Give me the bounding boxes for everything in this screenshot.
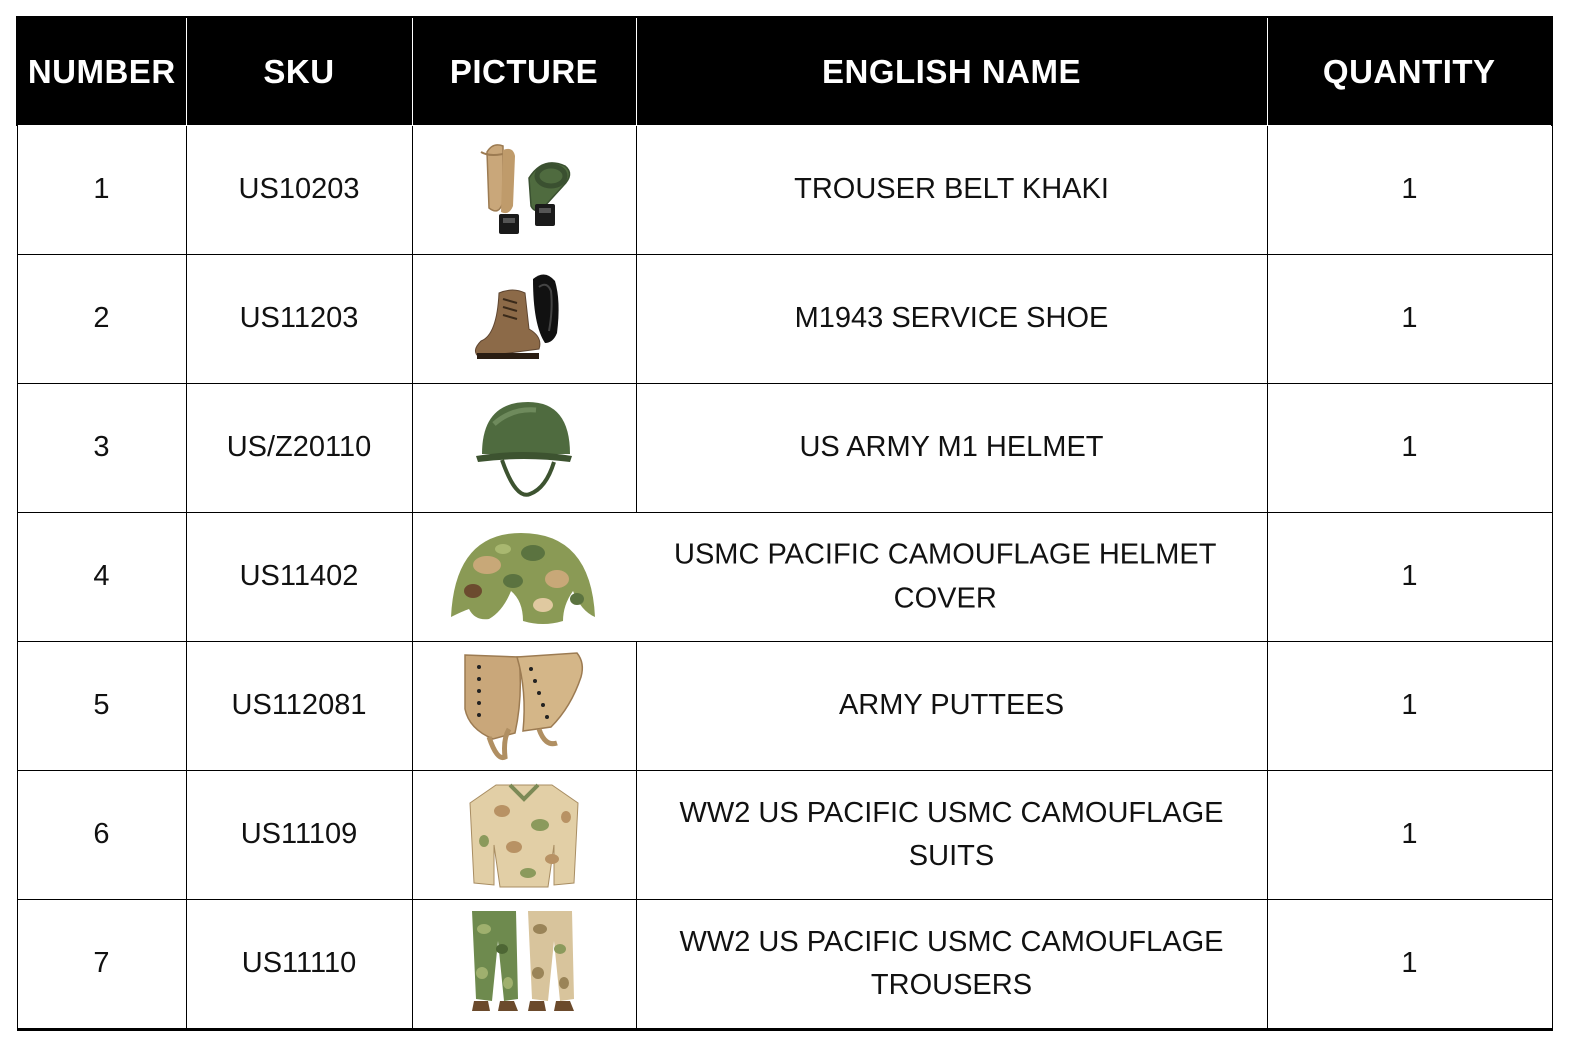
cell-picture[interactable] bbox=[412, 384, 636, 513]
camouflage-suit-image bbox=[466, 781, 582, 889]
cell-number[interactable]: 3 bbox=[17, 384, 186, 513]
table-row bbox=[17, 900, 1552, 1030]
cell-number[interactable]: 1 bbox=[17, 126, 186, 255]
cell-picture[interactable] bbox=[412, 771, 636, 900]
cell-number[interactable]: 2 bbox=[17, 255, 186, 384]
cell-picture[interactable] bbox=[412, 642, 636, 771]
cell-english-name[interactable]: WW2 US PACIFIC USMC CAMOUFLAGE TROUSERS bbox=[636, 900, 1267, 1030]
cell-quantity[interactable]: 1 bbox=[1267, 384, 1552, 513]
cell-english-name[interactable] bbox=[636, 513, 1267, 642]
army-puttees-image bbox=[459, 647, 589, 765]
header-sku[interactable]: SKU bbox=[186, 17, 412, 126]
cell-quantity[interactable]: 1 bbox=[1267, 771, 1552, 900]
header-quantity[interactable]: QUANTITY bbox=[1267, 17, 1552, 126]
cell-number[interactable]: 6 bbox=[17, 771, 186, 900]
table-row bbox=[17, 384, 1552, 513]
cell-sku[interactable]: US112081 bbox=[186, 642, 412, 771]
cell-english-name[interactable]: WW2 US PACIFIC USMC CAMOUFLAGE SUITS bbox=[636, 771, 1267, 900]
cell-english-name[interactable]: M1943 SERVICE SHOE bbox=[636, 255, 1267, 384]
table-row bbox=[17, 771, 1552, 900]
cell-sku[interactable]: US11203 bbox=[186, 255, 412, 384]
header-number[interactable]: NUMBER bbox=[17, 17, 186, 126]
cell-english-name[interactable]: TROUSER BELT KHAKI bbox=[636, 126, 1267, 255]
cell-picture[interactable] bbox=[412, 126, 636, 255]
table-row bbox=[17, 513, 1552, 642]
camouflage-trousers-image bbox=[468, 909, 580, 1019]
trouser-belt-image bbox=[469, 138, 579, 242]
cell-quantity[interactable]: 1 bbox=[1267, 255, 1552, 384]
m1-helmet-image bbox=[474, 394, 574, 502]
table-row bbox=[17, 255, 1552, 384]
header-picture[interactable]: PICTURE bbox=[412, 17, 636, 126]
cell-sku[interactable]: US11109 bbox=[186, 771, 412, 900]
cell-quantity[interactable]: 1 bbox=[1267, 513, 1552, 642]
service-shoe-image bbox=[469, 269, 579, 369]
table-row bbox=[17, 642, 1552, 771]
cell-english-name[interactable]: US ARMY M1 HELMET bbox=[636, 384, 1267, 513]
cell-quantity[interactable]: 1 bbox=[1267, 900, 1552, 1030]
camouflage-helmet-cover-image bbox=[447, 525, 597, 629]
cell-english-name-text: USMC PACIFIC CAMOUFLAGE HELMET COVER bbox=[674, 538, 1217, 614]
product-table bbox=[16, 16, 1553, 1031]
header-row bbox=[17, 17, 1552, 126]
table-row bbox=[17, 126, 1552, 255]
cell-picture[interactable] bbox=[412, 513, 636, 642]
cell-number[interactable]: 5 bbox=[17, 642, 186, 771]
cell-quantity[interactable]: 1 bbox=[1267, 126, 1552, 255]
cell-picture[interactable] bbox=[412, 255, 636, 384]
cell-english-name[interactable]: ARMY PUTTEES bbox=[636, 642, 1267, 771]
cell-number[interactable]: 7 bbox=[17, 900, 186, 1030]
header-english-name[interactable]: ENGLISH NAME bbox=[636, 17, 1267, 126]
cell-sku[interactable]: US10203 bbox=[186, 126, 412, 255]
cell-sku[interactable]: US11110 bbox=[186, 900, 412, 1030]
cell-sku[interactable]: US11402 bbox=[186, 513, 412, 642]
cell-quantity[interactable]: 1 bbox=[1267, 642, 1552, 771]
cell-picture[interactable] bbox=[412, 900, 636, 1030]
cell-sku[interactable]: US/Z20110 bbox=[186, 384, 412, 513]
cell-number[interactable]: 4 bbox=[17, 513, 186, 642]
